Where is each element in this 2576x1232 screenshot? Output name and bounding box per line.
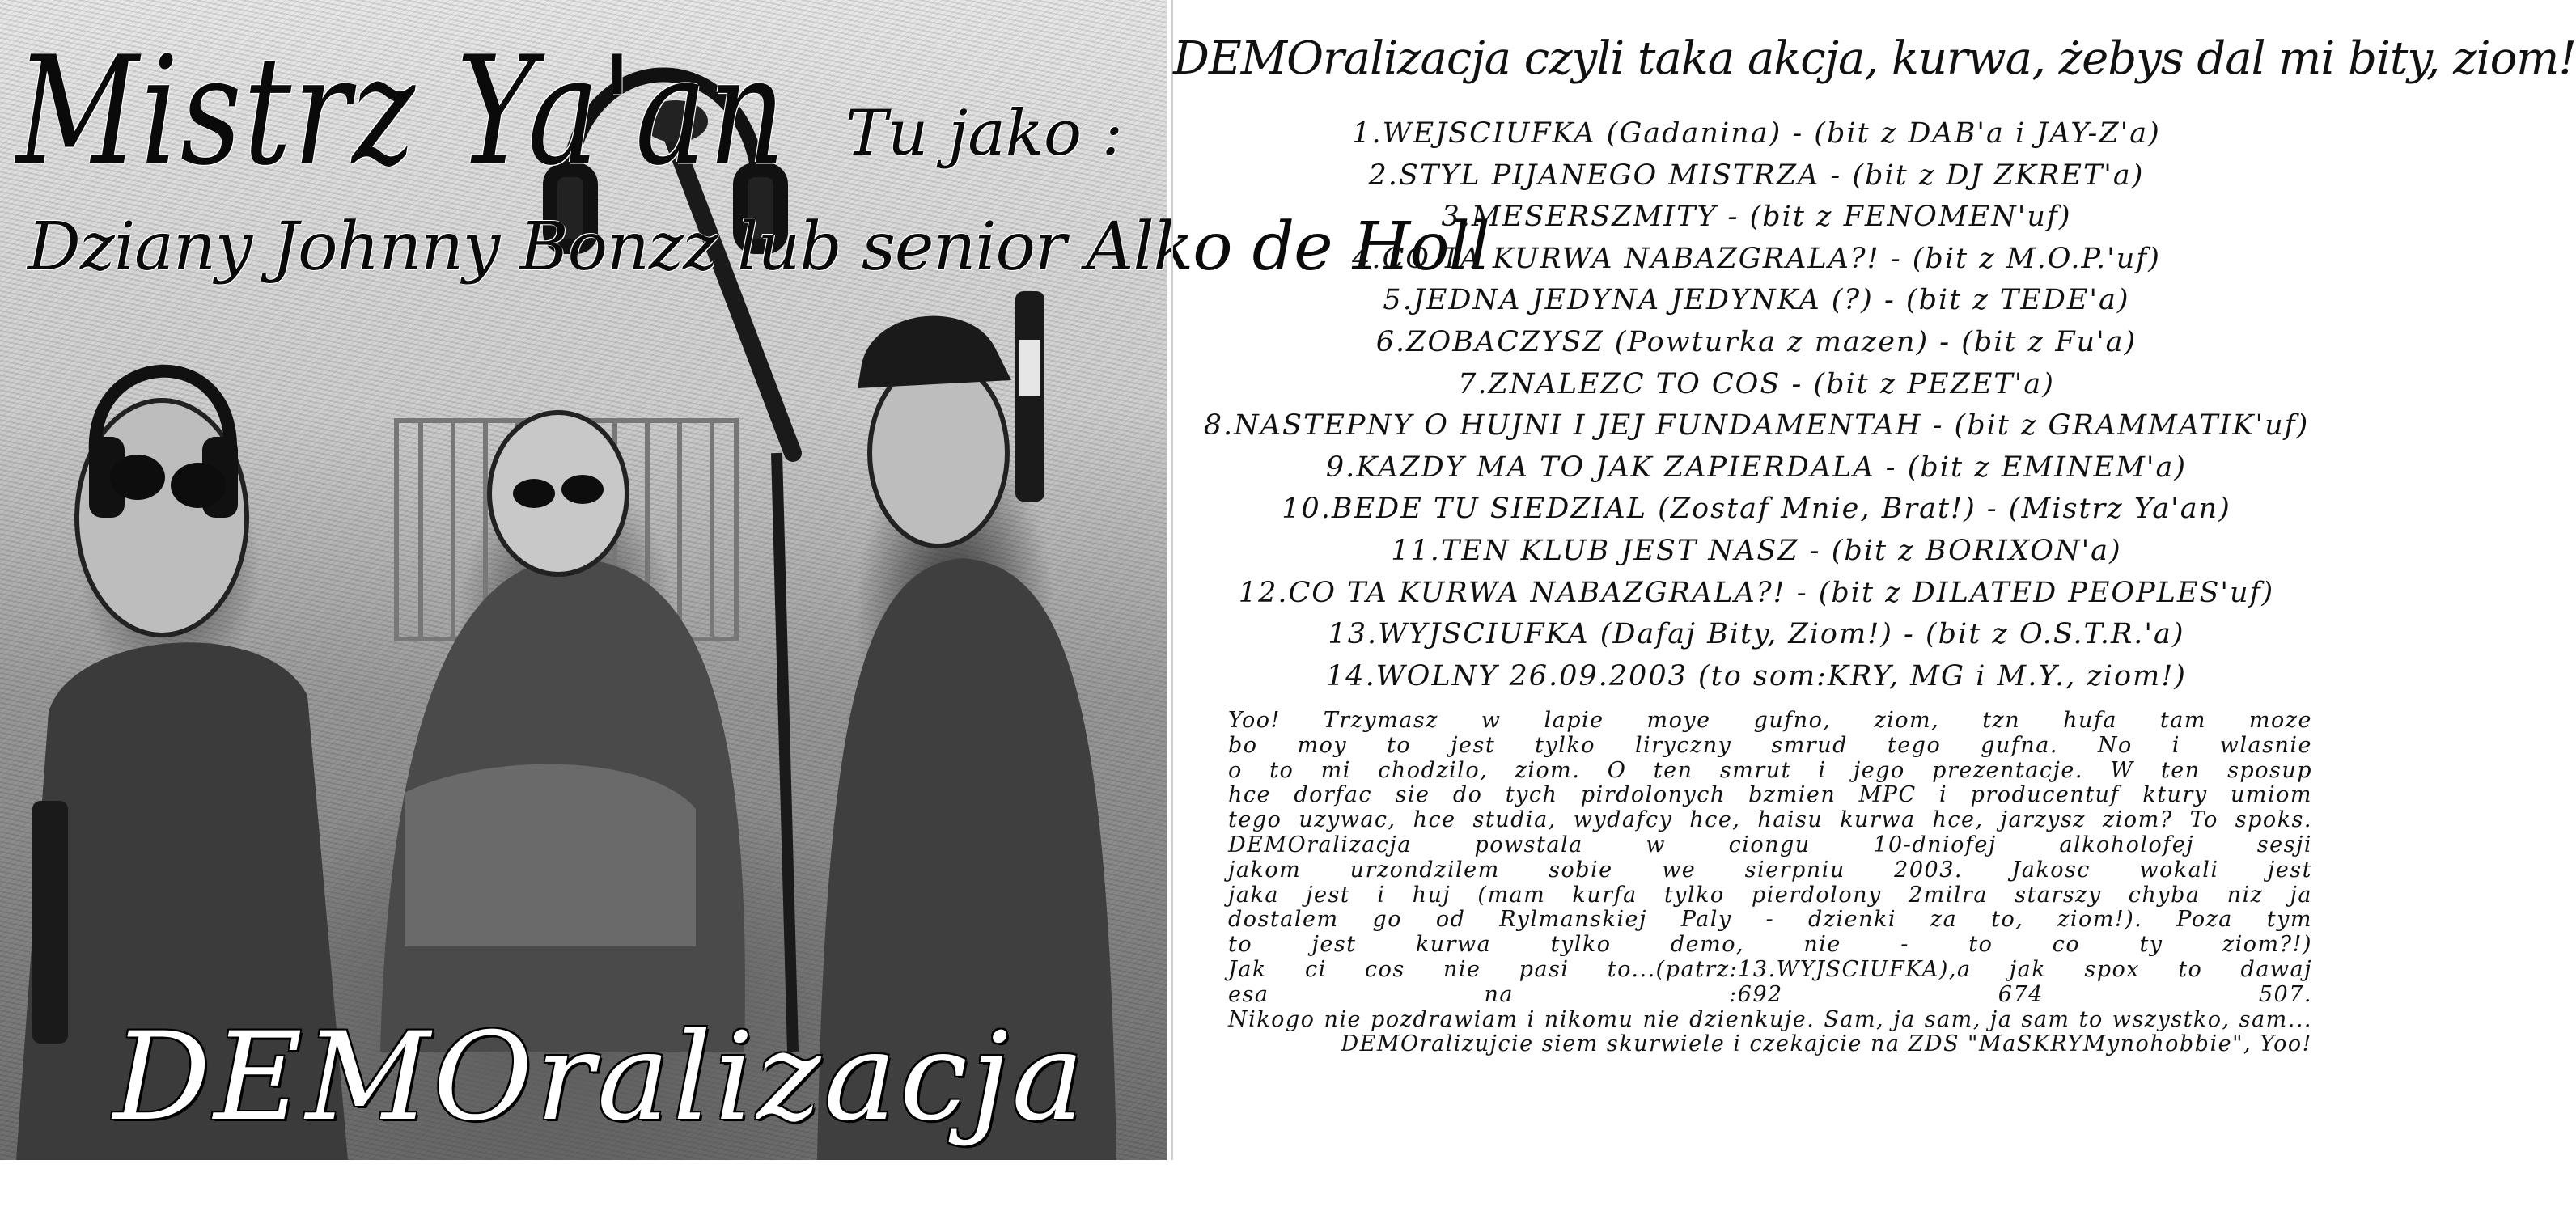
middle-person: [380, 413, 745, 1052]
liner-notes: [1228, 709, 2312, 1057]
back-cover-title: DEMOralizacja czyli taka akcja, kurwa, żebys dal mi bity, ziom!: [1173, 32, 2576, 85]
liner-line: Yoo! Trzymasz w lapie moye gufno, ziom, tzn hufa tam moze: [1228, 708, 2312, 733]
artist-name: Mistrz Ya'an: [16, 24, 787, 198]
album-title: DEMOralizacja: [113, 1007, 1087, 1148]
liner-line: DEMOralizacja powstala w ciongu 10-dniofej alkoholofej sesji: [1228, 832, 2312, 857]
liner-line: tego uzywac, hce studia, wydafcy hce, haisu kurwa hce, jarzysz ziom? To spoks.: [1228, 807, 2312, 833]
track-item: 12.CO TA KURWA NABAZGRALA?! - (bit z DILATED PEOPLES'uf): [1238, 576, 2275, 609]
liner-line: Nikogo nie pozdrawiam i nikomu nie dzienkuje. Sam, ja sam, ja sam to wszystko, sam...: [1228, 1006, 2312, 1032]
liner-line: o to mi chodzilo, ziom. O ten smrut i jego prezentacje. W ten sposup: [1228, 757, 2312, 783]
track-item: 14.WOLNY 26.09.2003 (to som:KRY, MG i M.Y., ziom!): [1326, 659, 2187, 692]
track-item: 13.WYJSCIUFKA (Dafaj Bity, Ziom!) - (bit z O.S.T.R.'a): [1328, 618, 2185, 651]
track-item: 4.CO TA KURWA NABAZGRALA?! - (bit z M.O.P.'uf): [1352, 242, 2161, 275]
tracklist: [1173, 113, 2340, 697]
track-item: 5.JEDNA JEDYNA JEDYNKA (?) - (bit z TEDE'a): [1383, 284, 2130, 317]
liner-line: jaka jest i huj (mam kurfa tylko pierdolony 2milra starszy chyba niz ja: [1228, 882, 2312, 908]
liner-line: jakom urzondzilem sobie we sierpniu 2003. Jakosc wokali jest: [1228, 857, 2312, 883]
track-item: 10.BEDE TU SIEDZIAL (Zostaf Mnie, Brat!) - (Mistrz Ya'an): [1282, 493, 2231, 526]
liner-line: dostalem go od Rylmanskiej Paly - dzienki za to, ziom!). Poza tym: [1228, 907, 2312, 933]
liner-line: hce dorfac sie do tych pirdolonych bzmien MPC i producentuf ktury umiom: [1228, 782, 2312, 808]
track-item: 6.ZOBACZYSZ (Powturka z mazen) - (bit z Fu'a): [1375, 325, 2137, 358]
alias-intro-label: Tu jako :: [845, 97, 1124, 170]
track-item: 3.MESERSZMITY - (bit z FENOMEN'uf): [1441, 201, 2072, 234]
back-cover: [1171, 0, 2576, 1160]
track-item: 8.NASTEPNY O HUJNI I JEJ FUNDAMENTAH - (bit z GRAMMATIK'uf): [1203, 409, 2310, 442]
track-item: 11.TEN KLUB JEST NASZ - (bit z BORIXON'a): [1391, 534, 2122, 567]
liner-line: to jest kurwa tylko demo, nie - to co ty ziom?!): [1228, 932, 2312, 958]
track-item: 2.STYL PIJANEGO MISTRZA - (bit z DJ ZKRET'a): [1368, 159, 2145, 192]
liner-line: bo moy to jest tylko liryczny smrud tego gufna. No i wlasnie: [1228, 732, 2312, 758]
track-item: 1.WEJSCIUFKA (Gadanina) - (bit z DAB'a i JAY-Z'a): [1352, 117, 2161, 150]
track-item: 9.KAZDY MA TO JAK ZAPIERDALA - (bit z EMINEM'a): [1325, 451, 2188, 484]
liner-line: esa na :692 674 507.: [1228, 981, 2312, 1007]
artist-aliases: Dziany Johnny Bonzz lub senior Alko de Holl: [28, 209, 1490, 286]
liner-line: Jak ci cos nie pasi to...(patrz:13.WYJSCIUFKA),a jak spox to dawaj: [1228, 956, 2312, 982]
liner-line: DEMOralizujcie siem skurwiele i czekajcie na ZDS "MaSKRYMynohobbie", Yoo!: [1341, 1031, 2312, 1057]
track-item: 7.ZNALEZC TO COS - (bit z PEZET'a): [1458, 367, 2055, 400]
